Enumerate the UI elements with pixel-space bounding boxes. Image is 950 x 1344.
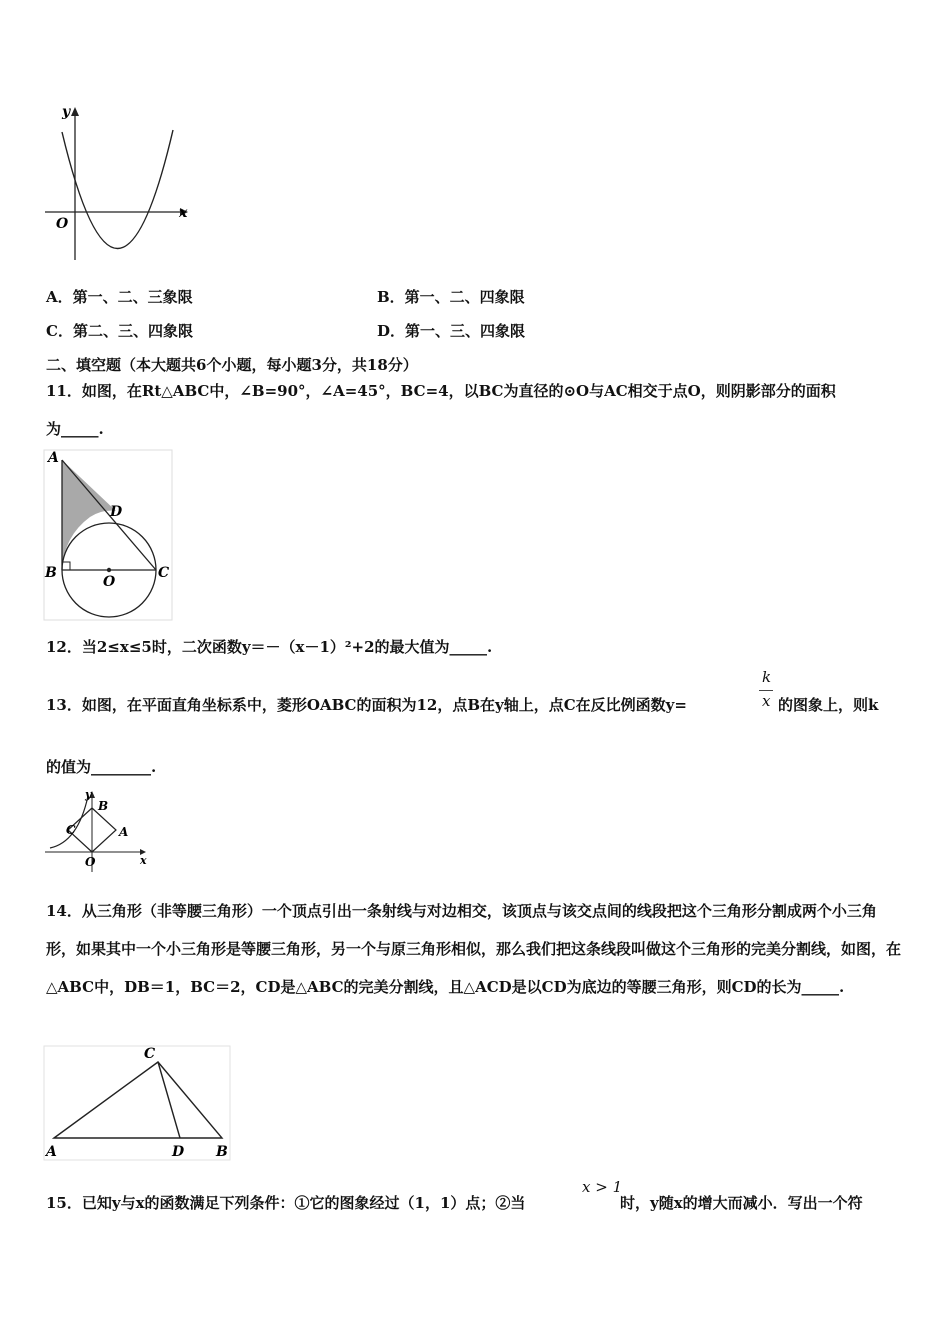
q10-option-d[interactable]: D．第一、三、四象限: [377, 322, 526, 340]
q13-frac-bar: [759, 690, 773, 691]
q11-label-d: D: [110, 504, 123, 520]
right-angle-mark: [62, 562, 70, 570]
q10-option-a[interactable]: A．第一、二、三象限: [46, 288, 193, 306]
q14-label-d: D: [172, 1144, 185, 1160]
q14-label-a: A: [46, 1144, 57, 1160]
segment-cd: [158, 1062, 180, 1138]
q13-label-y: y: [85, 788, 92, 801]
q14-label-c: C: [144, 1046, 156, 1062]
q13-label-a: A: [119, 825, 129, 839]
section2-header: 二、填空题（本大题共6个小题，每小题3分，共18分）: [46, 356, 418, 374]
q14-label-b: B: [216, 1144, 228, 1160]
q11-label-b: B: [45, 565, 57, 581]
q14-text: 14．从三角形（非等腰三角形）一个顶点引出一条射线与对边相交，该顶点与该交点间的线段把这个三角形分割成两个小三角形，如果其中一个小三角形是等腰三角形，另一个与原三角形相似，那么我们把这条线段叫做这个三角形的完美分割线，如图，在△ABC中，DB＝1，BC＝2，CD是△ABC的完美分割线，且△ACD是以CD为底边的等腰三角形，则CD的长为_____.: [46, 902, 902, 996]
q11-label-o: O: [103, 574, 116, 590]
q15-text-before: 15．已知y与x的函数满足下列条件：①它的图象经过（1，1）点；②当: [46, 1194, 526, 1212]
q13-frac-denominator: x: [762, 692, 771, 710]
q13-text-after: 的图象上，则k: [778, 696, 879, 714]
triangle-abc: [54, 1062, 222, 1138]
parabola-y-label: y: [62, 104, 71, 120]
q15-text-after: 时，y随x的增大而减小．写出一个符: [620, 1194, 863, 1212]
q11-text-line1: 11．如图，在Rt△ABC中，∠B=90°，∠A=45°，BC=4，以BC为直径的⊙O与AC相交于点O，则阴影部分的面积: [46, 382, 836, 400]
q13-label-b: B: [98, 799, 109, 813]
q13-label-c: C: [66, 823, 76, 837]
q10-option-c[interactable]: C．第二、三、四象限: [46, 322, 193, 340]
q13-figure: [40, 786, 160, 878]
shaded-region: [62, 460, 116, 570]
q11-label-a: A: [48, 450, 59, 466]
q15-condition: x > 1: [582, 1178, 623, 1196]
q13-label-x: x: [140, 854, 147, 867]
q13-text-line2: 的值为________.: [46, 758, 157, 776]
parabola-figure: [40, 100, 200, 270]
parabola-origin-label: O: [56, 216, 69, 232]
q14-figure: [40, 1042, 240, 1164]
center-dot: [107, 568, 111, 572]
q13-text-before: 13．如图，在平面直角坐标系中，菱形OABC的面积为12，点B在y轴上，点C在反比例函数y=: [46, 696, 687, 714]
parabola-curve: [62, 130, 173, 249]
q12-text: 12．当2≤x≤5时，二次函数y＝－（x－1）²+2的最大值为_____.: [46, 638, 493, 656]
q10-option-b[interactable]: B．第一、二、四象限: [377, 288, 525, 306]
q11-label-c: C: [158, 565, 170, 581]
parabola-x-label: x: [179, 205, 188, 221]
q13-frac-numerator: k: [762, 668, 772, 686]
hyperbola-curve: [50, 796, 88, 848]
q13-label-o: O: [85, 855, 96, 869]
y-axis-arrow: [71, 107, 79, 116]
q11-text-line2: 为_____.: [46, 420, 104, 438]
q11-figure: [40, 446, 180, 624]
figure-frame: [44, 1046, 230, 1160]
